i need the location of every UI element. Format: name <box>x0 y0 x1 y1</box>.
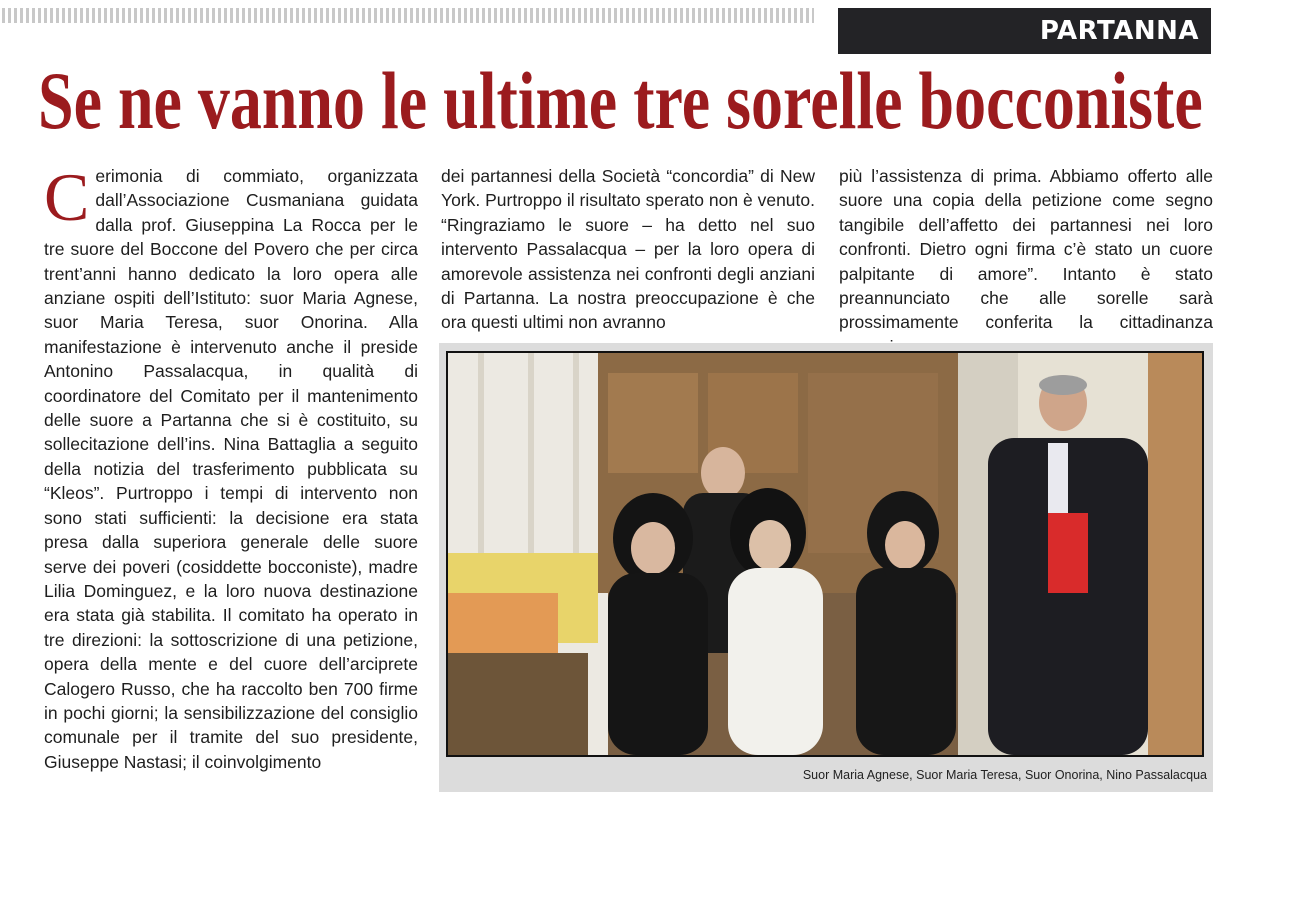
article-headline: Se ne vanno le ultime tre sorelle bocconiste <box>38 55 1203 146</box>
photo-caption: Suor Maria Agnese, Suor Maria Teresa, Suor Onorina, Nino Passalacqua <box>802 768 1207 782</box>
section-label <box>838 8 1211 54</box>
article-column-2 <box>441 164 815 335</box>
article-text-1: erimonia di commiato, organizzata dall’Associazione Cusmaniana guidata dalla prof. Giuseppina La Rocca per le tre suore del Boccone del Povero che per circa trent’anni hanno dedicato la loro opera alle anziane ospiti dell’Istituto: suor Maria Agnese, suor Maria Teresa, suor Onorina. Alla manifestazione è intervenuto anche il preside Antonino Passalacqua, in qualità di coordinatore del Comitato per il mantenimento delle suore a Partanna che si è costituito, su sollecitazione dell’ins. Nina Battaglia a seguito della notizia del trasferimento pubblicata su “Kleos”. Purtroppo i tempi di intervento non sono stati sufficienti: la decisione era stata presa dalla superiora generale delle suore serve dei poveri (cosiddette bocconiste), madre Lilia Dominguez, e la loro nuova destinazione era stata già stabilita. Il comitato ha operato in tre direzioni: la sottoscrizione di una petizione, opera della mente e del cuore dell’arciprete Calogero Russo, che ha raccolto ben 700 firme in pochi giorni; la sensibilizzazione del consiglio comunale per il tramite del suo presidente, Giuseppe Nastasi; il coinvolgimento <box>44 166 418 772</box>
article-text-3: più l’assistenza di prima. Abbiamo offerto alle suore una copia della petizione come segno tangibile dell’affetto dei partannesi nei loro confronti. Dietro ogni firma c’è stato un cuore palpitante di amore”. Intanto è stato preannunciato che alle sorelle sarà prossimamente conferita la cittadinanza <box>839 166 1213 333</box>
photo-illustration <box>448 353 1202 755</box>
section-label-text: PARTANNA <box>1039 16 1199 46</box>
photo-frame <box>439 343 1213 792</box>
drop-cap: C <box>44 159 90 235</box>
decorative-stripe-bar <box>2 8 814 23</box>
article-column-1 <box>44 159 418 774</box>
article-text-2: dei partannesi della Società “concordia” di New York. Purtroppo il risultato sperato non è venuto. “Ringraziamo le suore – ha detto nel suo intervento Passalacqua – per la loro opera di amorevole assistenza nei confronti degli anziani di Partanna. La nostra preoccupazione è che ora questi ultimi non avranno <box>441 166 815 333</box>
group-photo <box>446 351 1204 757</box>
article-column-3 <box>839 164 1213 359</box>
